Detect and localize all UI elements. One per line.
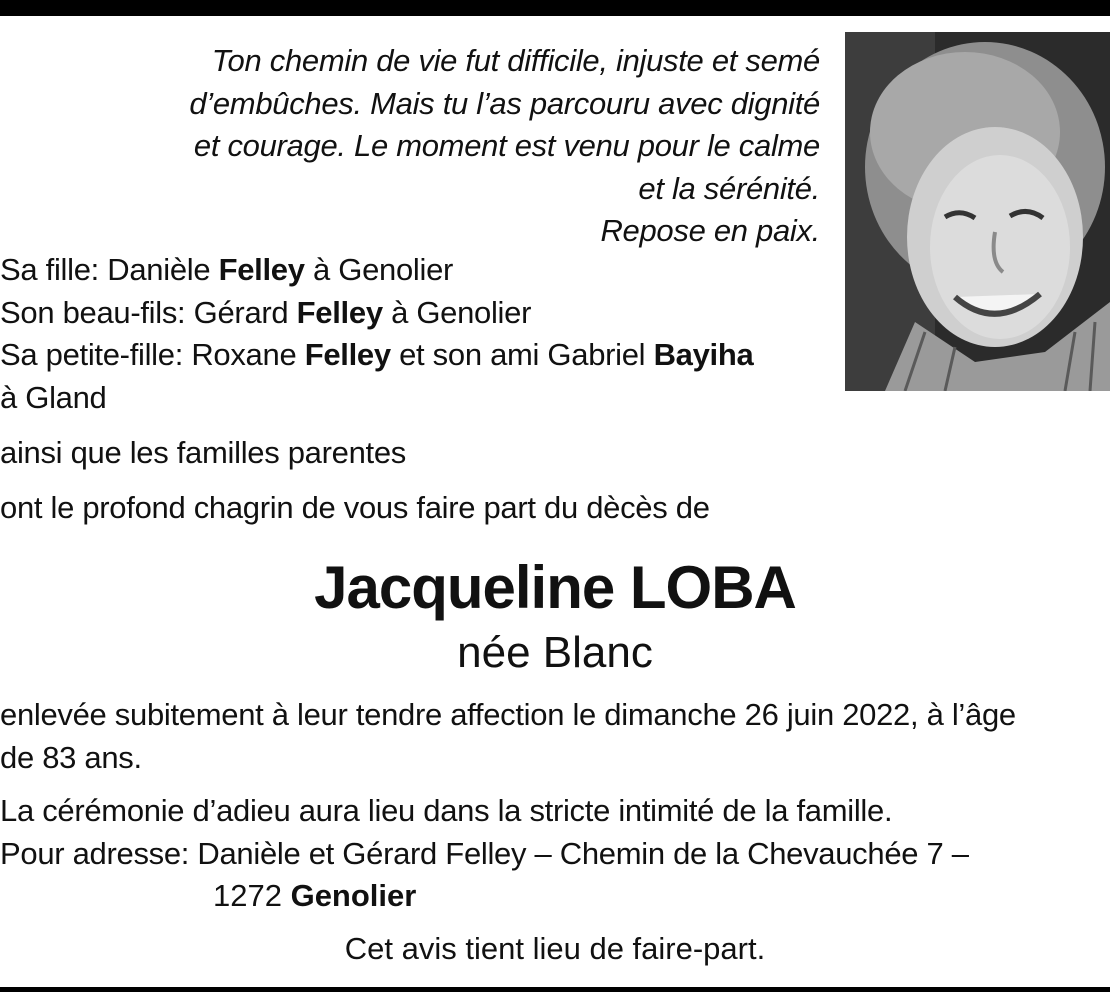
family-granddaughter-place: à Gland — [0, 379, 107, 415]
family-daughter: Sa fille: Danièle Felley à Genolier — [0, 252, 454, 287]
faire-part-notice: Cet avis tient lieu de faire-part. — [344, 931, 766, 966]
poem-line: et courage. Le moment est venu pour le calme — [193, 128, 820, 163]
death-line: de 83 ans. — [0, 739, 142, 775]
poem-line: Ton chemin de vie fut difficile, injuste et semé — [211, 43, 820, 78]
intro-line: ont le profond chagrin de vous faire part du dècès de — [0, 490, 710, 525]
relatives-line: ainsi que les familles parentes — [0, 435, 406, 470]
family-granddaughter: Sa petite-fille: Roxane Felley et son ami Gabriel Bayiha — [0, 337, 754, 372]
death-line: enlevée subitement à leur tendre affection le dimanche 26 juin 2022, à l’âge — [0, 697, 1016, 732]
ceremony-line: La cérémonie d’adieu aura lieu dans la stricte intimité de la famille. — [0, 793, 893, 828]
portrait-image — [845, 32, 1110, 391]
family-son-in-law: Son beau-fils: Gérard Felley à Genolier — [0, 294, 532, 330]
poem-line: Repose en paix. — [600, 213, 820, 248]
bottom-rule — [0, 987, 1110, 992]
top-rule — [0, 0, 1110, 16]
maiden-name: née Blanc — [457, 628, 653, 677]
death-notice — [0, 694, 1016, 779]
address-town-line: 1272 Genolier — [213, 878, 417, 913]
poem — [100, 40, 820, 253]
address-line: Pour adresse: Danièle et Gérard Felley – Chemin de la Chevauchée 7 – — [0, 835, 969, 871]
poem-line: et la sérénité. — [638, 170, 820, 206]
ceremony-info — [0, 790, 969, 875]
deceased-name: Jacqueline LOBA — [314, 554, 796, 621]
family-list — [0, 249, 753, 419]
portrait-photo — [845, 32, 1110, 391]
poem-line: d’embûches. Mais tu l’as parcouru avec dignité — [189, 85, 820, 121]
